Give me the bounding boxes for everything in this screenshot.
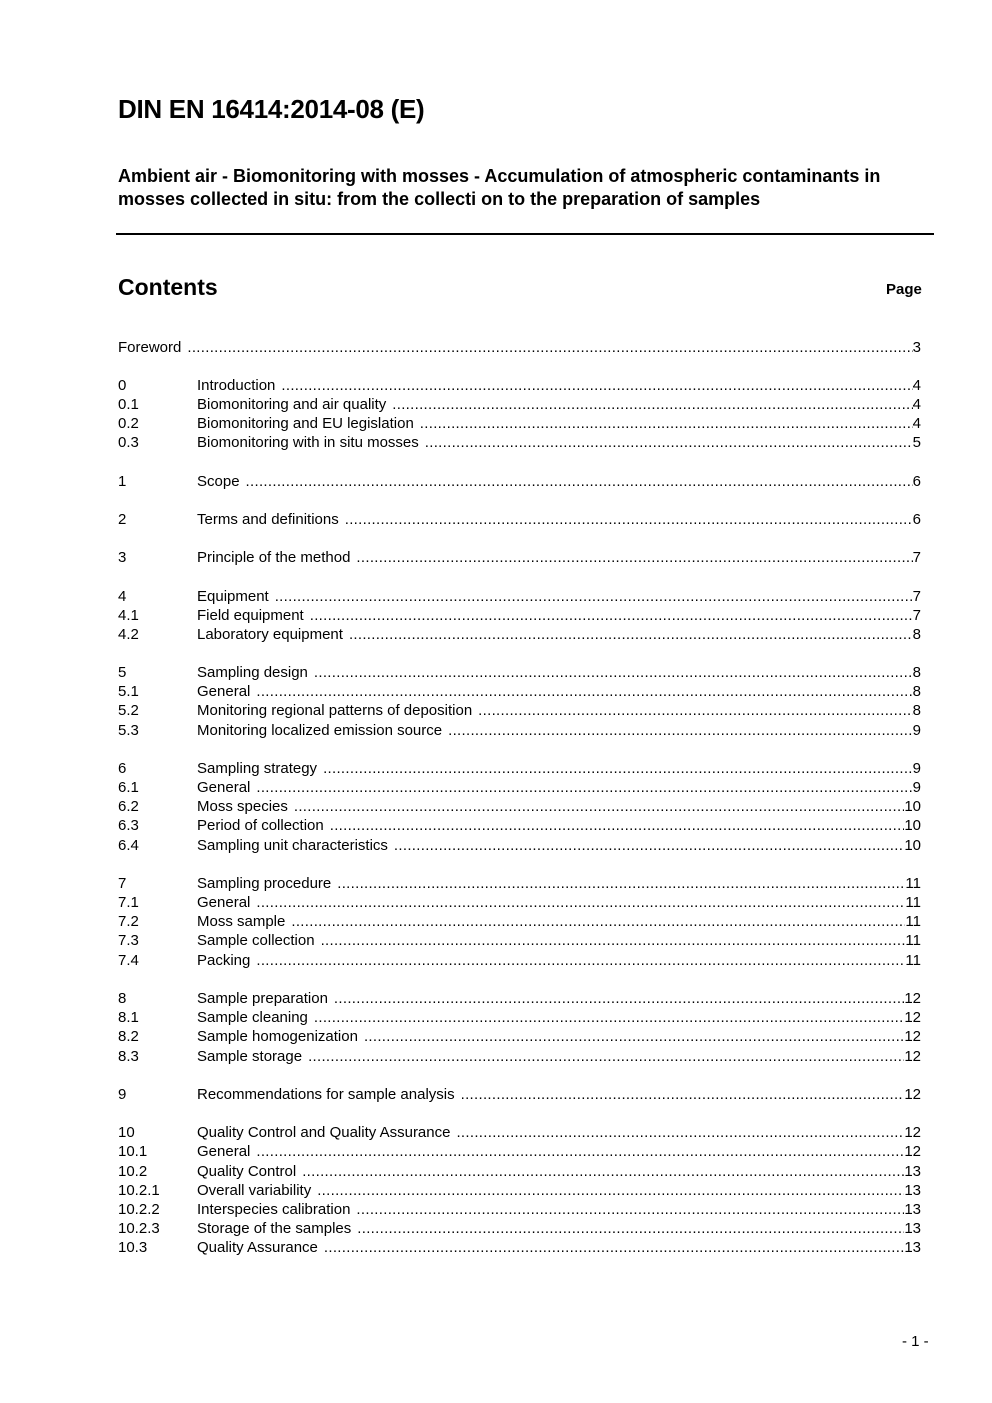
toc-entry[interactable] <box>118 664 921 682</box>
dot-leader <box>323 760 913 778</box>
toc-entry-number: 7.2 <box>118 913 139 930</box>
toc-entry-page: 11 <box>905 932 921 949</box>
toc-entry[interactable] <box>118 549 921 567</box>
toc-entry-title: Sampling procedure <box>197 875 332 892</box>
toc-entry-title: Field equipment <box>197 607 304 624</box>
toc-entry-title: Biomonitoring with in situ mosses <box>197 434 419 451</box>
toc-entry-number: 5 <box>118 664 127 681</box>
toc-entry-number: 8.1 <box>118 1009 139 1026</box>
toc-entry-page: 12 <box>904 990 921 1007</box>
dot-leader <box>356 1201 904 1219</box>
dot-leader <box>420 415 913 433</box>
dot-leader <box>425 434 913 452</box>
toc-entry-title-line <box>197 1124 904 1142</box>
toc-entry[interactable] <box>118 1143 921 1161</box>
toc-entry-title-line <box>197 894 905 912</box>
toc-entry-title: Scope <box>197 473 240 490</box>
toc-entry-title-line <box>197 875 905 893</box>
toc-entry-title-line <box>197 1182 904 1200</box>
toc-entry-number: 8 <box>118 990 127 1007</box>
toc-entry-title-line <box>197 377 913 395</box>
toc-entry-title-line <box>197 1163 904 1181</box>
toc-entry-number: 10.3 <box>118 1239 148 1256</box>
dot-leader <box>394 837 904 855</box>
toc-entry-title: Packing <box>197 952 251 969</box>
toc-entry-page: 4 <box>912 415 921 432</box>
toc-entry[interactable] <box>118 1048 921 1066</box>
toc-entry-page: 10 <box>904 837 921 854</box>
toc-entry-title-line <box>197 511 913 529</box>
dot-leader <box>310 607 913 625</box>
toc-entry-number: 1 <box>118 473 127 490</box>
toc-entry[interactable] <box>118 626 921 644</box>
dot-leader <box>321 932 906 950</box>
toc-entry-title-line <box>197 1239 904 1257</box>
document-id: DIN EN 16414:2014-08 (E) <box>118 94 425 124</box>
toc-entry-title: Biomonitoring and EU legislation <box>197 415 414 432</box>
toc-entry-page: 12 <box>904 1143 921 1160</box>
dot-leader <box>294 798 904 816</box>
toc-entry[interactable] <box>118 415 921 433</box>
toc-entry-page: 7 <box>912 607 921 624</box>
toc-entry[interactable] <box>118 683 921 701</box>
dot-leader <box>337 875 905 893</box>
toc-entry-number: 4.2 <box>118 626 139 643</box>
toc-entry-title-line <box>197 932 905 950</box>
dot-leader <box>364 1028 904 1046</box>
toc-entry-page: 3 <box>912 339 921 356</box>
toc-entry-page: 9 <box>912 760 921 777</box>
toc-entry-title: Storage of the samples <box>197 1220 352 1237</box>
dot-leader <box>349 626 913 644</box>
toc-entry-number: 10.2.3 <box>118 1220 160 1237</box>
toc-entry-number: 3 <box>118 549 127 566</box>
toc-entry[interactable] <box>118 1009 921 1027</box>
toc-entry-number: 8.2 <box>118 1028 139 1045</box>
toc-entry-title: General <box>197 894 251 911</box>
dot-leader <box>256 1143 904 1161</box>
toc-entry-title-line <box>197 837 904 855</box>
dot-leader <box>324 1239 904 1257</box>
toc-entry-number: 10.2.1 <box>118 1182 160 1199</box>
toc-entry[interactable] <box>118 1086 921 1104</box>
page-column-label: Page <box>886 281 922 298</box>
toc-entry-title-line <box>197 607 913 625</box>
toc-entry-title-line <box>197 626 913 644</box>
toc-entry-page: 5 <box>912 434 921 451</box>
toc-entry-title: Biomonitoring and air quality <box>197 396 387 413</box>
toc-entry-title-line <box>197 1009 904 1027</box>
toc-entry-title: Sample collection <box>197 932 315 949</box>
toc-entry-title: General <box>197 1143 251 1160</box>
title-divider <box>116 233 934 235</box>
toc-entry-title: Terms and definitions <box>197 511 339 528</box>
toc-entry[interactable] <box>118 952 921 970</box>
toc-entry-page: 10 <box>904 817 921 834</box>
toc-entry[interactable] <box>118 817 921 835</box>
toc-entry-title-line <box>118 339 913 357</box>
toc-entry-number: 7.3 <box>118 932 139 949</box>
dot-leader <box>392 396 912 414</box>
dot-leader <box>256 952 905 970</box>
toc-entry-number: 6 <box>118 760 127 777</box>
toc-entry[interactable] <box>118 511 921 529</box>
dot-leader <box>314 1009 904 1027</box>
toc-entry[interactable] <box>118 377 921 395</box>
toc-entry[interactable] <box>118 760 921 778</box>
toc-entry-title: Quality Assurance <box>197 1239 318 1256</box>
toc-entry-page: 13 <box>904 1220 921 1237</box>
toc-entry-number: 4 <box>118 588 127 605</box>
toc-entry-title: Period of collection <box>197 817 324 834</box>
toc-entry-title: Recommendations for sample analysis <box>197 1086 455 1103</box>
toc-entry-page: 12 <box>904 1048 921 1065</box>
toc-entry-number: 0 <box>118 377 127 394</box>
page-footer: - 1 - <box>902 1333 929 1350</box>
toc-entry-title-line <box>197 952 905 970</box>
dot-leader <box>357 1220 904 1238</box>
toc-entry[interactable] <box>118 396 921 414</box>
toc-entry-number: 8.3 <box>118 1048 139 1065</box>
toc-entry-title: Laboratory equipment <box>197 626 343 643</box>
toc-entry[interactable] <box>118 339 921 357</box>
dot-leader <box>256 894 905 912</box>
toc-entry-title: Foreword <box>118 339 182 356</box>
toc-entry-title: Introduction <box>197 377 276 394</box>
toc-entry-page: 8 <box>912 683 921 700</box>
toc-entry-title-line <box>197 396 913 414</box>
toc-entry-title-line <box>197 434 913 452</box>
dot-leader <box>256 683 912 701</box>
document-title: Ambient air - Biomonitoring with mosses - Accumulation of atmospheric contaminants in mosses collected in situ: from the collecti on to the preparation of samples <box>118 166 881 209</box>
toc-entry[interactable] <box>118 1239 921 1257</box>
toc-entry-page: 6 <box>912 511 921 528</box>
toc-entry[interactable] <box>118 1124 921 1142</box>
dot-leader <box>302 1163 904 1181</box>
toc-entry-title-line <box>197 760 913 778</box>
toc-entry-number: 6.3 <box>118 817 139 834</box>
dot-leader <box>448 722 913 740</box>
toc-entry-page: 12 <box>904 1124 921 1141</box>
toc-entry-page: 9 <box>912 722 921 739</box>
toc-entry-page: 7 <box>912 549 921 566</box>
toc-entry-number: 10.2.2 <box>118 1201 160 1218</box>
toc-entry-title: Monitoring localized emission source <box>197 722 443 739</box>
toc-entry[interactable] <box>118 990 921 1008</box>
toc-entry-page: 8 <box>912 664 921 681</box>
toc-entry-number: 6.4 <box>118 837 139 854</box>
dot-leader <box>330 817 905 835</box>
toc-entry-title-line <box>197 722 913 740</box>
toc-entry-title-line <box>197 683 913 701</box>
toc-entry-title-line <box>197 779 913 797</box>
toc-entry[interactable] <box>118 932 921 950</box>
dot-leader <box>256 779 912 797</box>
toc-entry-title: Principle of the method <box>197 549 351 566</box>
toc-entry-number: 7.1 <box>118 894 139 911</box>
dot-leader <box>345 511 913 529</box>
dot-leader <box>456 1124 904 1142</box>
toc-entry-number: 5.3 <box>118 722 139 739</box>
toc-entry-title-line <box>197 415 913 433</box>
toc-entry-page: 7 <box>912 588 921 605</box>
toc-entry-page: 11 <box>905 894 921 911</box>
toc-entry[interactable] <box>118 1163 921 1181</box>
toc-entry[interactable] <box>118 913 921 931</box>
toc-entry-number: 7.4 <box>118 952 139 969</box>
toc-entry[interactable] <box>118 1220 921 1238</box>
toc-entry-title: Sample cleaning <box>197 1009 308 1026</box>
toc-entry-page: 13 <box>904 1163 921 1180</box>
dot-leader <box>461 1086 905 1104</box>
toc-entry-title-line <box>197 664 913 682</box>
toc-entry-number: 0.3 <box>118 434 139 451</box>
toc-entry-page: 8 <box>912 626 921 643</box>
toc-entry[interactable] <box>118 798 921 816</box>
toc-entry-title-line <box>197 1048 904 1066</box>
toc-entry-title: Sample storage <box>197 1048 303 1065</box>
toc-entry-title: Interspecies calibration <box>197 1201 351 1218</box>
toc-entry[interactable] <box>118 588 921 606</box>
toc-entry[interactable] <box>118 434 921 452</box>
dot-leader <box>314 664 913 682</box>
toc-entry-page: 12 <box>904 1028 921 1045</box>
toc-entry-number: 10.1 <box>118 1143 148 1160</box>
toc-entry-title-line <box>197 702 913 720</box>
dot-leader <box>356 549 912 567</box>
toc-entry-number: 6.1 <box>118 779 139 796</box>
toc-entry-title-line <box>197 549 913 567</box>
toc-entry-title-line <box>197 990 904 1008</box>
toc-entry-title: Monitoring regional patterns of deposition <box>197 702 473 719</box>
toc-entry[interactable] <box>118 875 921 893</box>
toc-entry[interactable] <box>118 607 921 625</box>
toc-entry[interactable] <box>118 722 921 740</box>
toc-entry-number: 4.1 <box>118 607 139 624</box>
toc-entry-title-line <box>197 1028 904 1046</box>
toc-entry-page: 11 <box>905 875 921 892</box>
toc-entry-page: 9 <box>912 779 921 796</box>
toc-entry-title: Quality Control and Quality Assurance <box>197 1124 451 1141</box>
toc-entry-title: Sampling unit characteristics <box>197 837 388 854</box>
toc-entry-number: 2 <box>118 511 127 528</box>
dot-leader <box>246 473 913 491</box>
toc-entry-title: Sample preparation <box>197 990 328 1007</box>
toc-entry-title-line <box>197 1220 904 1238</box>
toc-entry-title-line <box>197 1201 904 1219</box>
toc-entry-number: 6.2 <box>118 798 139 815</box>
toc-entry-page: 13 <box>904 1239 921 1256</box>
toc-entry-page: 8 <box>912 702 921 719</box>
toc-entry-number: 5.2 <box>118 702 139 719</box>
toc-entry-title-line <box>197 913 905 931</box>
toc-entry[interactable] <box>118 1182 921 1200</box>
dot-leader <box>308 1048 904 1066</box>
toc-entry-page: 6 <box>912 473 921 490</box>
toc-entry-title-line <box>197 1086 904 1104</box>
toc-entry-title-line <box>197 798 904 816</box>
toc-entry-number: 0.2 <box>118 415 139 432</box>
toc-entry-page: 11 <box>905 913 921 930</box>
dot-leader <box>187 339 912 357</box>
toc-entry-number: 10.2 <box>118 1163 148 1180</box>
toc-entry-title: Moss species <box>197 798 288 815</box>
toc-entry-title-line <box>197 817 904 835</box>
toc-entry-page: 13 <box>904 1201 921 1218</box>
dot-leader <box>478 702 912 720</box>
toc-entry-title: Sampling design <box>197 664 308 681</box>
toc-entry-page: 4 <box>912 396 921 413</box>
toc-entry-number: 10 <box>118 1124 135 1141</box>
toc-entry-title: Equipment <box>197 588 269 605</box>
dot-leader <box>334 990 904 1008</box>
toc-entry-page: 12 <box>904 1009 921 1026</box>
contents-heading: Contents <box>118 274 218 300</box>
toc-entry-page: 4 <box>912 377 921 394</box>
dot-leader <box>291 913 905 931</box>
toc-entry[interactable] <box>118 702 921 720</box>
toc-entry-number: 9 <box>118 1086 127 1103</box>
dot-leader <box>275 588 913 606</box>
toc-entry-page: 13 <box>904 1182 921 1199</box>
toc-entry-title-line <box>197 588 913 606</box>
toc-entry-title: Overall variability <box>197 1182 312 1199</box>
toc-entry-title: General <box>197 683 251 700</box>
toc-entry[interactable] <box>118 779 921 797</box>
toc-entry[interactable] <box>118 894 921 912</box>
toc-entry-number: 0.1 <box>118 396 139 413</box>
toc-entry-page: 11 <box>905 952 921 969</box>
toc-entry[interactable] <box>118 1201 921 1219</box>
toc-entry-title: Moss sample <box>197 913 286 930</box>
dot-leader <box>281 377 912 395</box>
toc-entry-page: 12 <box>904 1086 921 1103</box>
toc-entry-title: General <box>197 779 251 796</box>
toc-entry-number: 7 <box>118 875 127 892</box>
toc-entry-number: 5.1 <box>118 683 139 700</box>
dot-leader <box>317 1182 904 1200</box>
toc-entry-title: Sampling strategy <box>197 760 318 777</box>
toc-entry-title: Sample homogenization <box>197 1028 358 1045</box>
toc-entry[interactable] <box>118 837 921 855</box>
toc-entry-page: 10 <box>904 798 921 815</box>
toc-entry[interactable] <box>118 473 921 491</box>
toc-entry-title: Quality Control <box>197 1163 297 1180</box>
toc-entry-title-line <box>197 473 913 491</box>
toc-entry-title-line <box>197 1143 904 1161</box>
toc-entry[interactable] <box>118 1028 921 1046</box>
